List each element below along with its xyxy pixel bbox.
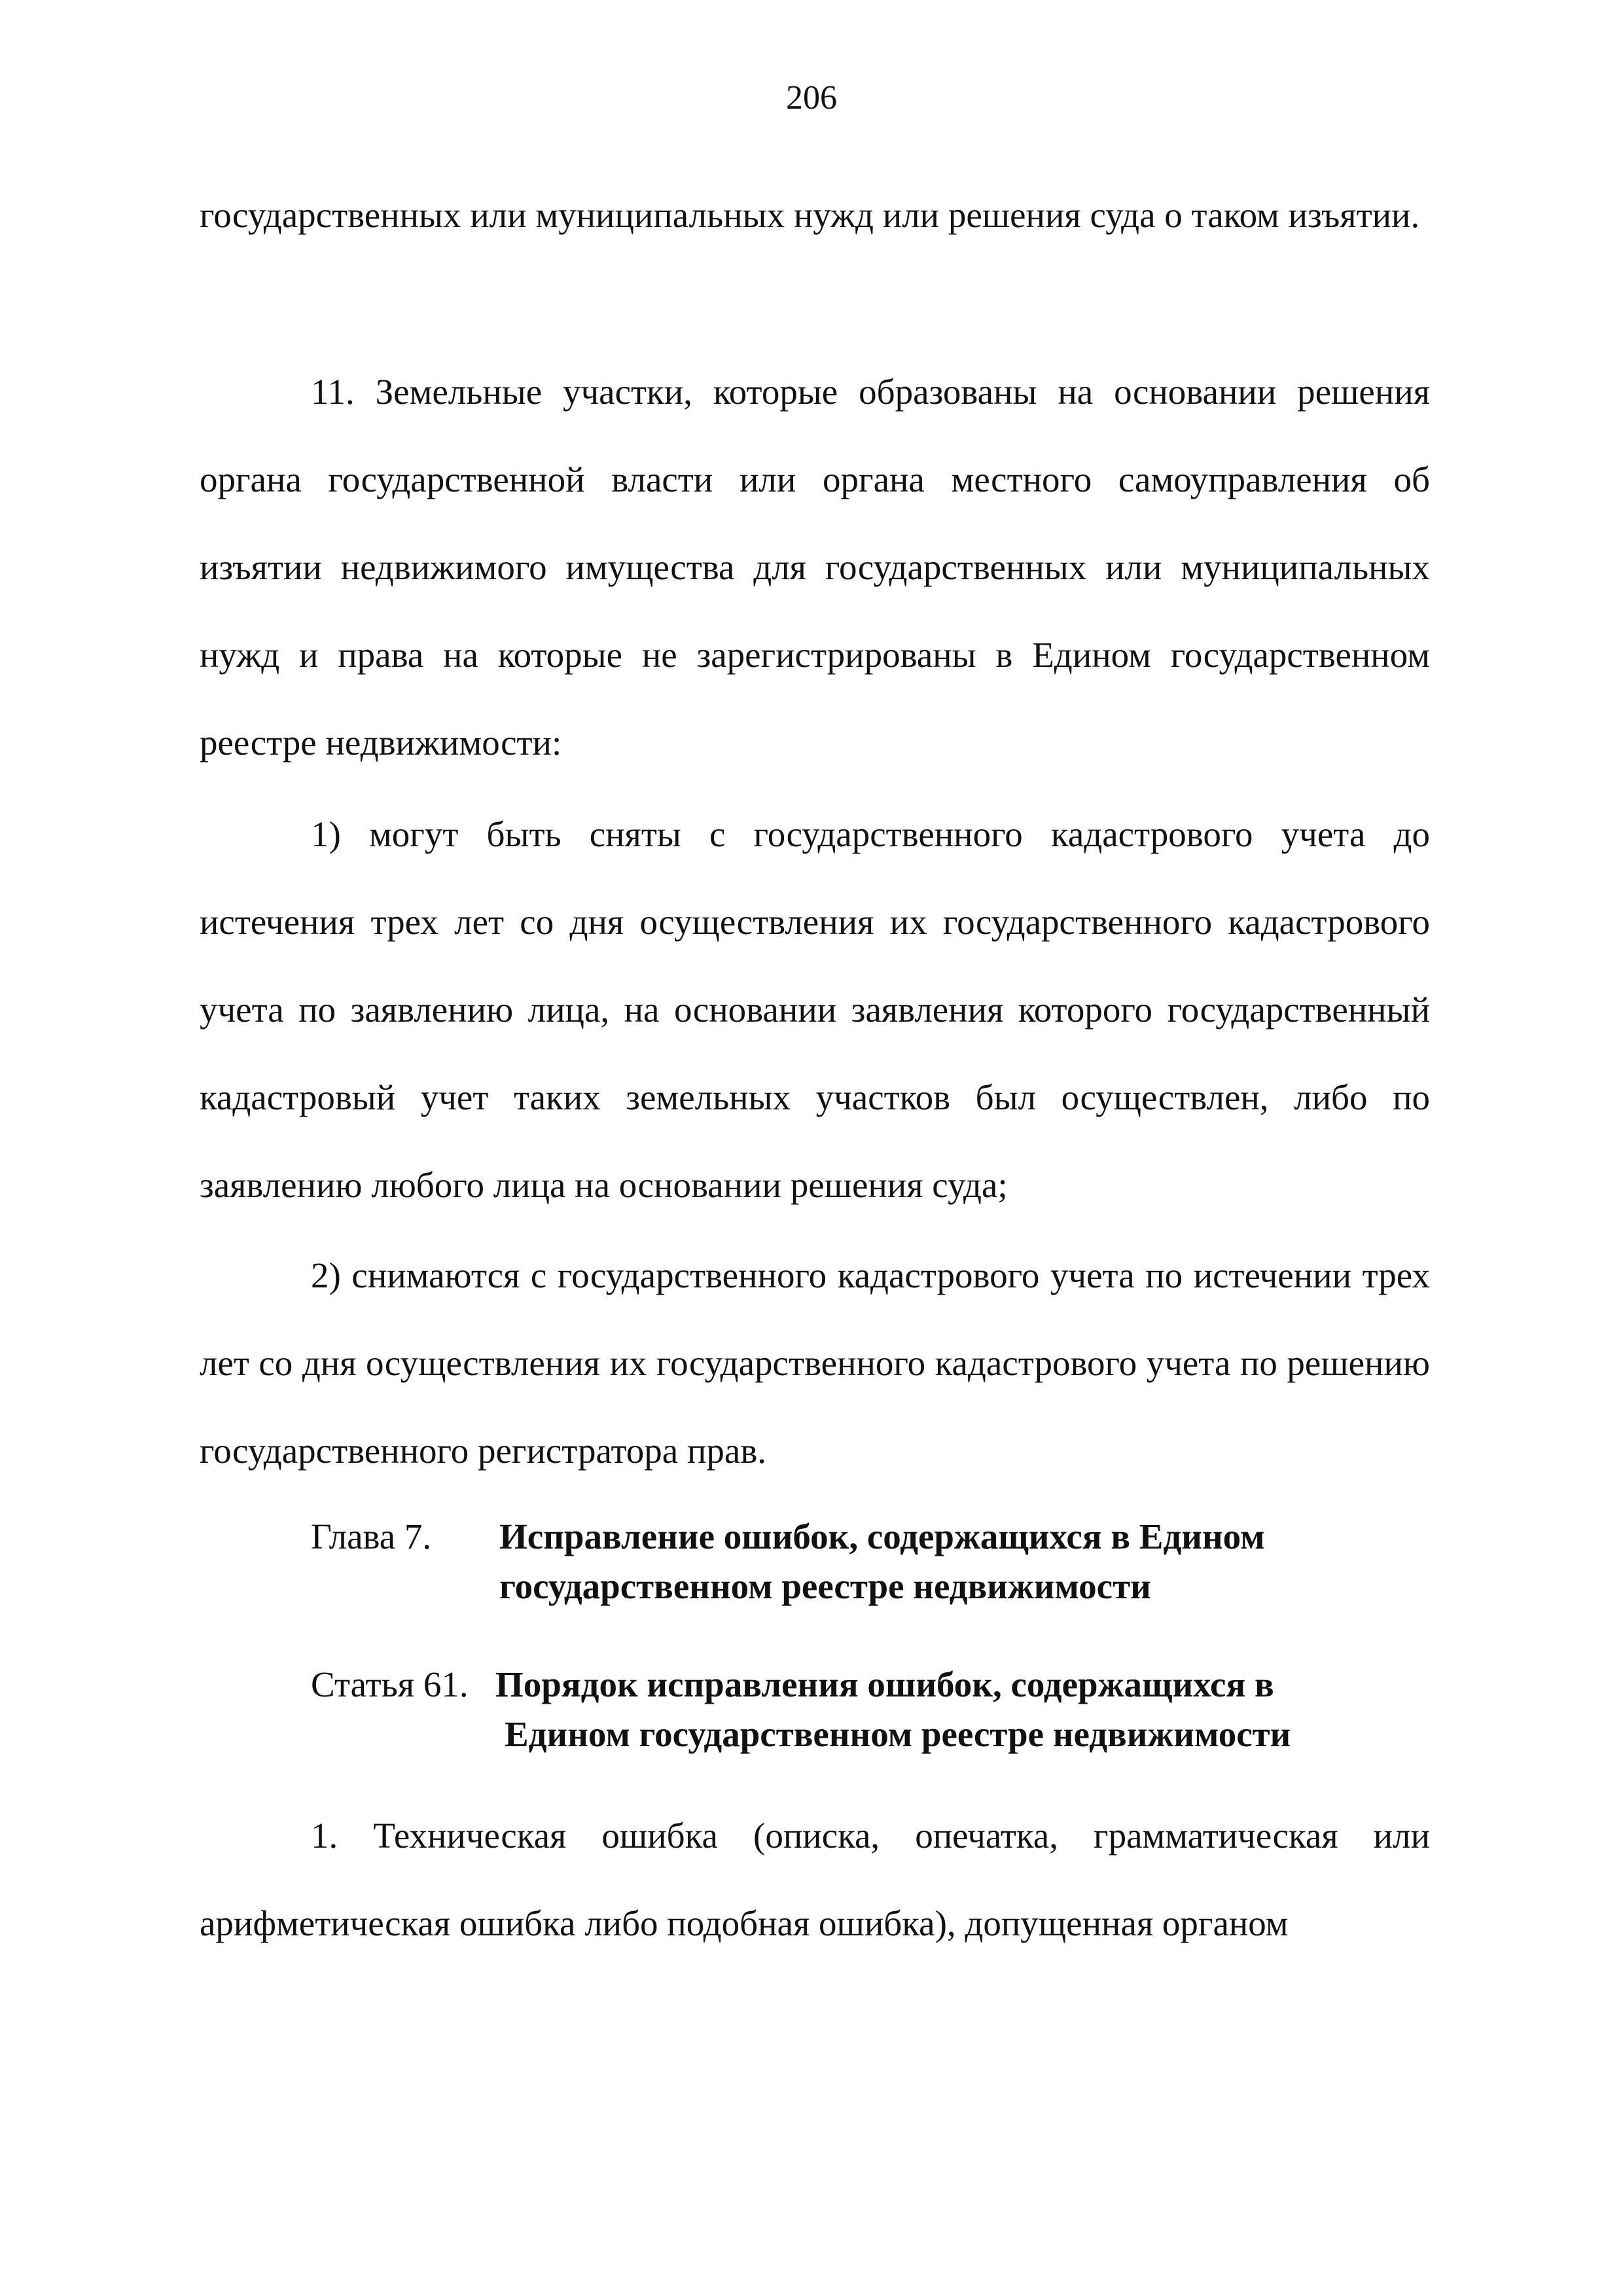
article-title — [495, 1660, 1291, 1759]
article-heading — [200, 1660, 1430, 1765]
chapter-heading — [200, 1512, 1430, 1617]
chapter-title-line-2: государственном реестре недвижимости — [499, 1566, 1151, 1606]
article-title-line-1: Порядок исправления ошибок, содержащихся в — [495, 1664, 1274, 1704]
chapter-title-line-1: Исправление ошибок, содержащихся в Едином — [499, 1516, 1265, 1556]
paragraph-item-11: 11. Земельные участки, которые образованы на основании решения органа государственной власти или органа местного самоуправления об изъятии недвижимого имущества для государственных или муниципальных нужд и права на которые не зарегистрированы в Едином государственном реестре недвижимости: — [200, 372, 1430, 762]
paragraph-article-61-item-1: 1. Техническая ошибка (описка, опечатка, грамматическая или арифметическая ошибка либо подобная ошибка), допущенная органом — [200, 1816, 1430, 1943]
paragraph-continuation: государственных или муниципальных нужд или решения суда о таком изъятии. — [200, 195, 1420, 235]
chapter-label: Глава 7. — [311, 1516, 432, 1556]
page-number: 206 — [786, 79, 837, 117]
chapter-title — [499, 1512, 1265, 1611]
article-title-line-2: Едином государственном реестре недвижимости — [505, 1714, 1291, 1754]
article-label: Статья 61. — [311, 1664, 469, 1704]
paragraph-subitem-1: 1) могут быть сняты с государственного кадастрового учета до истечения трех лет со дня осуществления их государственного кадастрового учета по заявлению лица, на основании заявления которого государственный кадастровый учет таких земельных участков был осуществлен, либо по заявлению любого лица на основании решения суда; — [200, 814, 1430, 1205]
paragraph-subitem-2: 2) снимаются с государственного кадастрового учета по истечении трех лет со дня осуществления их государственного кадастрового учета по решению государственного регистратора прав. — [200, 1255, 1430, 1471]
